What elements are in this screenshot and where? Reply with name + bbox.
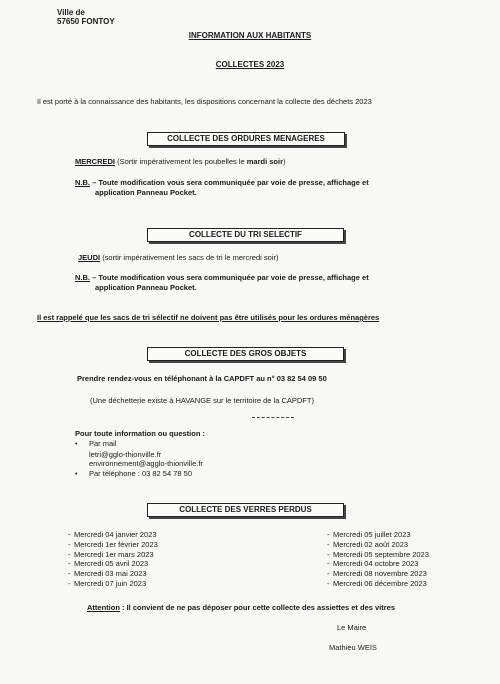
attention-text: : Il convient de ne pas déposer pour cette collecte des assiettes et des vitres	[119, 603, 396, 612]
tri-day: JEUDI	[78, 253, 101, 262]
date-item: - Mercredi 02 août 2023	[327, 539, 409, 549]
verres-dates-left	[68, 530, 158, 589]
ordures-nb-label: N.B.	[75, 178, 90, 187]
contact-mail-item: • Par mail	[75, 439, 117, 448]
ordures-note-c: )	[283, 157, 286, 166]
tri-nb-label: N.B.	[75, 273, 90, 282]
contact-list	[75, 439, 203, 479]
town-name: Ville de	[57, 8, 85, 17]
verres-attention	[87, 603, 395, 612]
separator	[252, 417, 294, 418]
tri-nb-line2: application Panneau Pocket.	[95, 283, 197, 292]
page-subtitle: COLLECTES 2023	[215, 60, 285, 69]
ordures-nb-text1: – Toute modification vous sera communiquée par voie de presse, affichage et	[90, 178, 369, 187]
ordures-note-a: (Sortir impérativement les poubelles le	[117, 157, 247, 166]
verres-dates-right	[327, 530, 429, 589]
verres-heading: COLLECTE DES VERRES PERDUS	[179, 505, 312, 514]
date-item: - Mercredi 06 décembre 2023	[327, 578, 427, 588]
tri-heading: COLLECTE DU TRI SELECTIF	[189, 230, 302, 239]
gros-objets-heading: COLLECTE DES GROS OBJETS	[184, 349, 307, 358]
contact-email-1: letri@gglo-thionville.fr	[89, 449, 162, 459]
tri-schedule	[78, 253, 278, 262]
ordures-note-b: mardi soir	[246, 157, 284, 166]
contact-phone-item: • Par téléphone : 03 82 54 78 50	[75, 468, 193, 478]
tri-nb-text1: – Toute modification vous sera communiquée par voie de presse, affichage et	[90, 273, 369, 282]
ordures-nb-line1	[75, 178, 369, 187]
gros-objets-rdv: Prendre rendez-vous en téléphonant à la CAPDFT au n° 03 82 54 09 50	[77, 374, 327, 383]
town-postcode: 57650 FONTOY	[57, 17, 115, 26]
date-item: - Mercredi 05 avril 2023	[68, 559, 149, 569]
contact-heading: Pour toute information ou question :	[75, 429, 205, 438]
ordures-heading: COLLECTE DES ORDURES MENAGERES	[167, 134, 325, 143]
date-item: - Mercredi 04 octobre 2023	[327, 559, 419, 569]
gros-objets-heading-box	[147, 347, 344, 361]
ordures-nb-line2: application Panneau Pocket.	[95, 188, 197, 197]
date-item: - Mercredi 04 janvier 2023	[68, 530, 157, 539]
bullet-icon: •	[75, 470, 78, 478]
tri-nb-line1	[75, 273, 369, 282]
ordures-day: MERCREDI	[75, 157, 116, 166]
ordures-schedule	[75, 157, 286, 166]
date-item: - Mercredi 1er février 2023	[68, 539, 158, 549]
tri-note: (sortir impérativement les sacs de tri le mercredi soir)	[102, 253, 279, 262]
bullet-icon: •	[75, 441, 78, 448]
tri-heading-box	[147, 228, 344, 242]
date-item: - Mercredi 1er mars 2023	[68, 549, 154, 559]
date-item: - Mercredi 07 juin 2023	[68, 578, 147, 588]
ordures-heading-box	[147, 132, 345, 146]
intro-text: Il est porté à la connaissance des habitants, les dispositions concernant la collecte des déchets 2023	[37, 97, 372, 106]
page-title: INFORMATION AUX HABITANTS	[188, 31, 312, 40]
date-item: - Mercredi 08 novembre 2023	[327, 569, 427, 579]
signature-name: Mathieu WEIS	[329, 643, 377, 652]
date-item: - Mercredi 03 mai 2023	[68, 569, 147, 579]
signature-role: Le Maire	[337, 623, 367, 632]
attention-label: Attention	[87, 603, 120, 612]
verres-heading-box	[147, 503, 344, 517]
contact-email-2: environnement@agglo-thionville.fr	[89, 459, 203, 469]
date-item: - Mercredi 05 juillet 2023	[327, 530, 411, 539]
date-item: - Mercredi 05 septembre 2023	[327, 549, 429, 559]
decheterie-note: (Une déchetterie existe à HAVANGE sur le territoire de la CAPDFT)	[90, 396, 314, 405]
tri-warning: Il est rappelé que les sacs de tri sélectif ne doivent pas être utilisés pour les ordures ménagères	[37, 313, 380, 322]
